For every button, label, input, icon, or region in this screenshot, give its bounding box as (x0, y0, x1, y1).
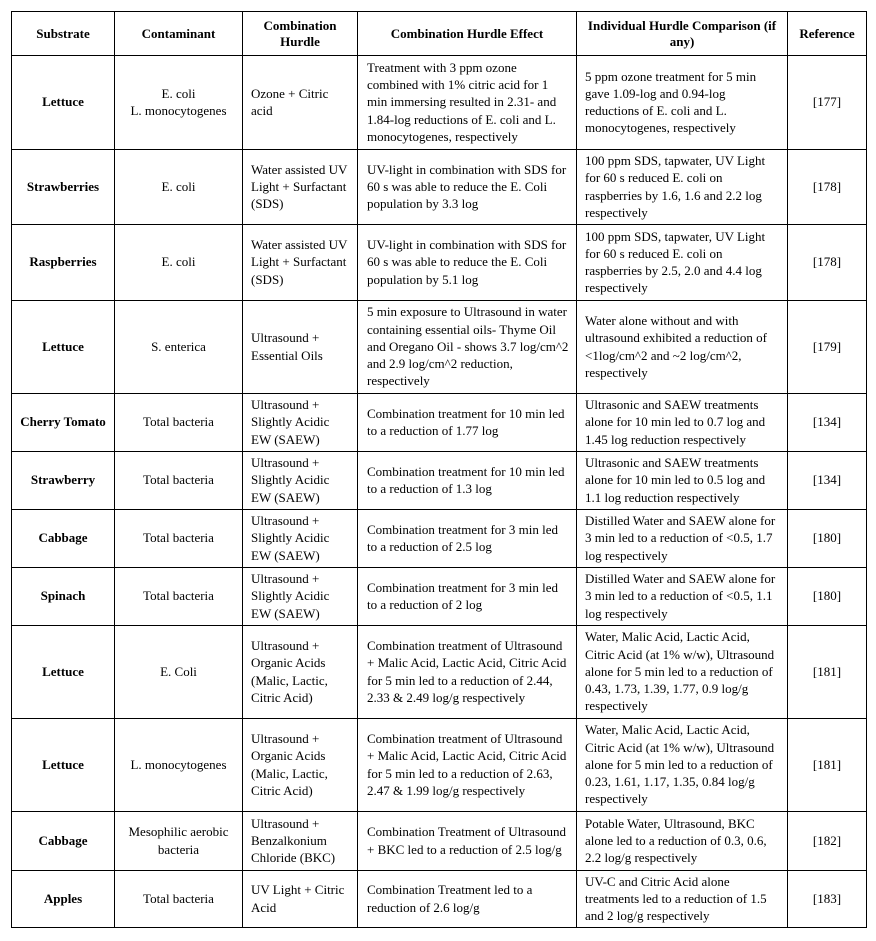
table-row (12, 225, 867, 301)
cell-hurdle: Ultrasound + Organic Acids (Malic, Lactic, Citric Acid) (243, 626, 358, 719)
cell-contaminant: E. coli (115, 150, 243, 225)
cell-reference: [177] (788, 56, 867, 150)
header-combination-hurdle: Combination Hurdle (243, 12, 358, 56)
cell-comparison: Potable Water, Ultrasound, BKC alone led to a reduction of 0.3, 0.6, 2.2 log/g respectively (577, 812, 788, 871)
cell-hurdle: UV Light + Citric Acid (243, 871, 358, 928)
table-row (12, 568, 867, 626)
cell-reference: [178] (788, 225, 867, 301)
cell-hurdle: Ultrasound + Slightly Acidic EW (SAEW) (243, 452, 358, 510)
cell-contaminant: E. coli (115, 225, 243, 301)
header-combination-effect: Combination Hurdle Effect (358, 12, 577, 56)
table-container (11, 11, 867, 928)
cell-comparison: 100 ppm SDS, tapwater, UV Light for 60 s reduced E. coli on raspberries by 2.5, 2.0 and 4.4 log respectively (577, 225, 788, 301)
table-row (12, 394, 867, 452)
cell-substrate: Spinach (12, 568, 115, 626)
cell-hurdle: Ultrasound + Slightly Acidic EW (SAEW) (243, 394, 358, 452)
header-row (12, 12, 867, 56)
cell-substrate: Lettuce (12, 301, 115, 394)
cell-comparison: UV-C and Citric Acid alone treatments led to a reduction of 1.5 and 2 log/g respectively (577, 871, 788, 928)
cell-reference: [181] (788, 719, 867, 812)
cell-effect: Combination Treatment led to a reduction of 2.6 log/g (358, 871, 577, 928)
cell-comparison: 5 ppm ozone treatment for 5 min gave 1.09-log and 0.94-log reductions of E. coli and L. monocytogenes, respectively (577, 56, 788, 150)
cell-comparison: Distilled Water and SAEW alone for 3 min led to a reduction of <0.5, 1.7 log respectively (577, 510, 788, 568)
cell-hurdle: Ultrasound + Slightly Acidic EW (SAEW) (243, 568, 358, 626)
cell-contaminant: Total bacteria (115, 394, 243, 452)
table-row (12, 871, 867, 928)
table-row (12, 719, 867, 812)
header-substrate: Substrate (12, 12, 115, 56)
cell-effect: Combination treatment for 3 min led to a reduction of 2.5 log (358, 510, 577, 568)
cell-effect: UV-light in combination with SDS for 60 s was able to reduce the E. Coli population by 5.1 log (358, 225, 577, 301)
header-individual-comparison: Individual Hurdle Comparison (if any) (577, 12, 788, 56)
cell-contaminant: Total bacteria (115, 871, 243, 928)
cell-substrate: Cabbage (12, 812, 115, 871)
cell-comparison: Water, Malic Acid, Lactic Acid, Citric Acid (at 1% w/w), Ultrasound alone for 5 min led to a reduction of 0.23, 1.61, 1.17, 1.35, 0.84 log/g respectively (577, 719, 788, 812)
table-row (12, 150, 867, 225)
cell-effect: Treatment with 3 ppm ozone combined with 1% citric acid for 1 min immersing resulted in 2.31- and 1.84-log reductions of E. coli and L. monocytogenes, respectively (358, 56, 577, 150)
cell-comparison: Distilled Water and SAEW alone for 3 min led to a reduction of <0.5, 1.1 log respectively (577, 568, 788, 626)
cell-comparison: Ultrasonic and SAEW treatments alone for 10 min led to 0.7 log and 1.45 log reduction respectively (577, 394, 788, 452)
cell-effect: Combination Treatment of Ultrasound + BKC led to a reduction of 2.5 log/g (358, 812, 577, 871)
cell-reference: [134] (788, 394, 867, 452)
cell-effect: UV-light in combination with SDS for 60 s was able to reduce the E. Coli population by 3.3 log (358, 150, 577, 225)
cell-contaminant: Total bacteria (115, 452, 243, 510)
cell-hurdle: Ultrasound + Organic Acids (Malic, Lactic, Citric Acid) (243, 719, 358, 812)
cell-contaminant: E. coli L. monocytogenes (115, 56, 243, 150)
cell-effect: Combination treatment of Ultrasound + Malic Acid, Lactic Acid, Citric Acid for 5 min led to a reduction of 2.63, 2.47 & 1.99 log/g respectively (358, 719, 577, 812)
cell-effect: 5 min exposure to Ultrasound in water containing essential oils- Thyme Oil and Oregano Oil - shows 3.7 log/cm^2 and 2.9 log/cm^2 reduction, respectively (358, 301, 577, 394)
table-row (12, 301, 867, 394)
cell-substrate: Apples (12, 871, 115, 928)
cell-substrate: Lettuce (12, 626, 115, 719)
cell-substrate: Raspberries (12, 225, 115, 301)
cell-effect: Combination treatment for 3 min led to a reduction of 2 log (358, 568, 577, 626)
cell-reference: [134] (788, 452, 867, 510)
cell-effect: Combination treatment of Ultrasound + Malic Acid, Lactic Acid, Citric Acid for 5 min led to a reduction of 2.44, 2.33 & 2.49 log/g respectively (358, 626, 577, 719)
cell-comparison: Water, Malic Acid, Lactic Acid, Citric Acid (at 1% w/w), Ultrasound alone for 5 min led to a reduction of 0.43, 1.73, 1.39, 1.77, 0.9 log/g respectively (577, 626, 788, 719)
header-reference: Reference (788, 12, 867, 56)
cell-comparison: Water alone without and with ultrasound exhibited a reduction of <1log/cm^2 and ~2 log/cm^2, respectively (577, 301, 788, 394)
cell-hurdle: Ultrasound + Benzalkonium Chloride (BKC) (243, 812, 358, 871)
cell-hurdle: Ultrasound + Essential Oils (243, 301, 358, 394)
table-row (12, 452, 867, 510)
cell-reference: [182] (788, 812, 867, 871)
table-row (12, 812, 867, 871)
cell-reference: [180] (788, 510, 867, 568)
cell-substrate: Lettuce (12, 56, 115, 150)
header-contaminant: Contaminant (115, 12, 243, 56)
cell-hurdle: Ultrasound + Slightly Acidic EW (SAEW) (243, 510, 358, 568)
hurdle-table (11, 11, 867, 928)
cell-substrate: Lettuce (12, 719, 115, 812)
cell-substrate: Strawberries (12, 150, 115, 225)
cell-hurdle: Ozone + Citric acid (243, 56, 358, 150)
table-row (12, 510, 867, 568)
cell-substrate: Cabbage (12, 510, 115, 568)
cell-reference: [180] (788, 568, 867, 626)
cell-substrate: Strawberry (12, 452, 115, 510)
cell-effect: Combination treatment for 10 min led to a reduction of 1.3 log (358, 452, 577, 510)
cell-reference: [179] (788, 301, 867, 394)
cell-contaminant: S. enterica (115, 301, 243, 394)
cell-contaminant: Total bacteria (115, 568, 243, 626)
cell-hurdle: Water assisted UV Light + Surfactant (SDS) (243, 150, 358, 225)
cell-substrate: Cherry Tomato (12, 394, 115, 452)
table-row (12, 626, 867, 719)
cell-hurdle: Water assisted UV Light + Surfactant (SDS) (243, 225, 358, 301)
cell-reference: [178] (788, 150, 867, 225)
cell-reference: [183] (788, 871, 867, 928)
cell-reference: [181] (788, 626, 867, 719)
cell-effect: Combination treatment for 10 min led to a reduction of 1.77 log (358, 394, 577, 452)
cell-comparison: Ultrasonic and SAEW treatments alone for 10 min led to 0.5 log and 1.1 log reduction respectively (577, 452, 788, 510)
cell-contaminant: Mesophilic aerobic bacteria (115, 812, 243, 871)
table-row (12, 56, 867, 150)
cell-comparison: 100 ppm SDS, tapwater, UV Light for 60 s reduced E. coli on raspberries by 1.6, 1.6 and 2.2 log respectively (577, 150, 788, 225)
cell-contaminant: Total bacteria (115, 510, 243, 568)
cell-contaminant: E. Coli (115, 626, 243, 719)
cell-contaminant: L. monocytogenes (115, 719, 243, 812)
